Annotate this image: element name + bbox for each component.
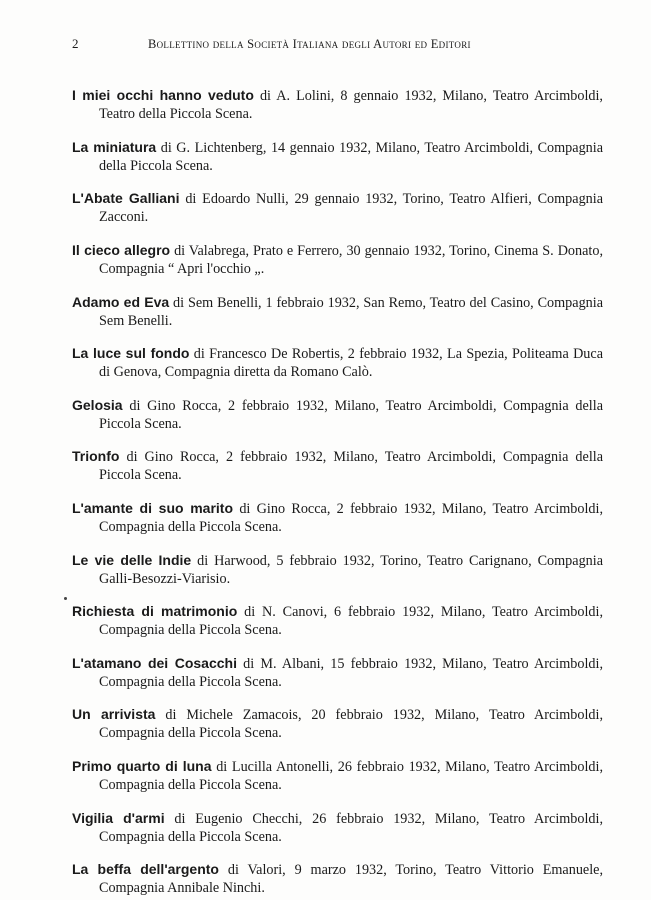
list-item [72, 705, 603, 741]
play-title: Un arrivista [72, 706, 156, 723]
play-details: di G. Lichtenberg, 14 gennaio 1932, Milano, Teatro Arcimboldi, Compagnia della Piccola Scena. [99, 139, 603, 174]
play-details: di Gino Rocca, 2 febbraio 1932, Milano, Teatro Arcimboldi, Compagnia della Piccola Scena. [99, 500, 603, 535]
play-title: Il cieco allegro [72, 241, 171, 258]
list-item [72, 499, 603, 535]
play-title: Le vie delle Indie [72, 551, 192, 568]
play-details: di M. Albani, 15 febbraio 1932, Milano, Teatro Arcimboldi, Compagnia della Piccola Scena. [99, 655, 603, 690]
play-details: di Francesco De Robertis, 2 febbraio 1932, La Spezia, Politeama Duca di Genova, Compagnia diretta da Romano Calò. [99, 346, 603, 381]
play-details: di Edoardo Nulli, 29 gennaio 1932, Torino, Teatro Alfieri, Compagnia Zacconi. [99, 191, 603, 226]
play-title: L'Abate Galliani [72, 190, 180, 207]
play-title: Richiesta di matrimonio [72, 603, 238, 620]
play-title: La beffa dell'argento [72, 861, 219, 878]
list-item [72, 447, 603, 483]
play-details: di Harwood, 5 febbraio 1932, Torino, Teatro Carignano, Compagnia Galli-Besozzi-Viarisio. [99, 552, 603, 587]
play-details: di Gino Rocca, 2 febbraio 1932, Milano, Teatro Arcimboldi, Compagnia della Piccola Scena. [99, 449, 603, 484]
play-details: di Valabrega, Prato e Ferrero, 30 gennaio 1932, Torino, Cinema S. Donato, Compagnia “ Apri l'occhio „. [99, 242, 603, 277]
play-title: Primo quarto di luna [72, 757, 212, 774]
list-item [72, 602, 603, 638]
ink-speck [64, 597, 67, 600]
list-item [72, 654, 603, 690]
play-title: I miei occhi hanno veduto [72, 87, 254, 104]
journal-title: Bollettino della Società Italiana degli Autori ed Editori [148, 37, 471, 51]
play-title: Vigilia d'armi [72, 809, 165, 826]
play-details: di Lucilla Antonelli, 26 febbraio 1932, Milano, Teatro Arcimboldi, Compagnia della Piccola Scena. [99, 758, 603, 793]
play-details: di Valori, 9 marzo 1932, Torino, Teatro Vittorio Emanuele, Compagnia Annibale Ninchi. [99, 862, 603, 897]
play-title: La miniatura [72, 138, 157, 155]
list-item [72, 189, 603, 225]
page-number: 2 [72, 36, 79, 51]
play-title: Adamo ed Eva [72, 293, 170, 310]
play-details: di Gino Rocca, 2 febbraio 1932, Milano, Teatro Arcimboldi, Compagnia della Piccola Scena. [99, 397, 603, 432]
play-details: di Sem Benelli, 1 febbraio 1932, San Remo, Teatro del Casino, Compagnia Sem Benelli. [99, 294, 603, 329]
list-item [72, 551, 603, 587]
performance-list [72, 72, 603, 912]
running-header [72, 36, 603, 54]
play-details: di Eugenio Checchi, 26 febbraio 1932, Milano, Teatro Arcimboldi, Compagnia della Piccola Scena. [99, 810, 603, 845]
list-item [72, 344, 603, 380]
list-item [72, 809, 603, 845]
play-title: Trionfo [72, 448, 120, 465]
list-item [72, 860, 603, 896]
play-details: di N. Canovi, 6 febbraio 1932, Milano, Teatro Arcimboldi, Compagnia della Piccola Scena. [99, 604, 603, 639]
list-item [72, 293, 603, 329]
play-details: di A. Lolini, 8 gennaio 1932, Milano, Teatro Arcimboldi, Teatro della Piccola Scena. [99, 88, 603, 123]
list-item [72, 241, 603, 277]
play-title: Gelosia [72, 396, 123, 413]
play-details: di Michele Zamacois, 20 febbraio 1932, Milano, Teatro Arcimboldi, Compagnia della Piccola Scena. [99, 707, 603, 742]
list-item [72, 396, 603, 432]
play-title: La luce sul fondo [72, 345, 190, 362]
play-title: L'amante di suo marito [72, 499, 233, 516]
list-item [72, 138, 603, 174]
list-item [72, 757, 603, 793]
list-item [72, 86, 603, 122]
play-title: L'atamano dei Cosacchi [72, 654, 237, 671]
